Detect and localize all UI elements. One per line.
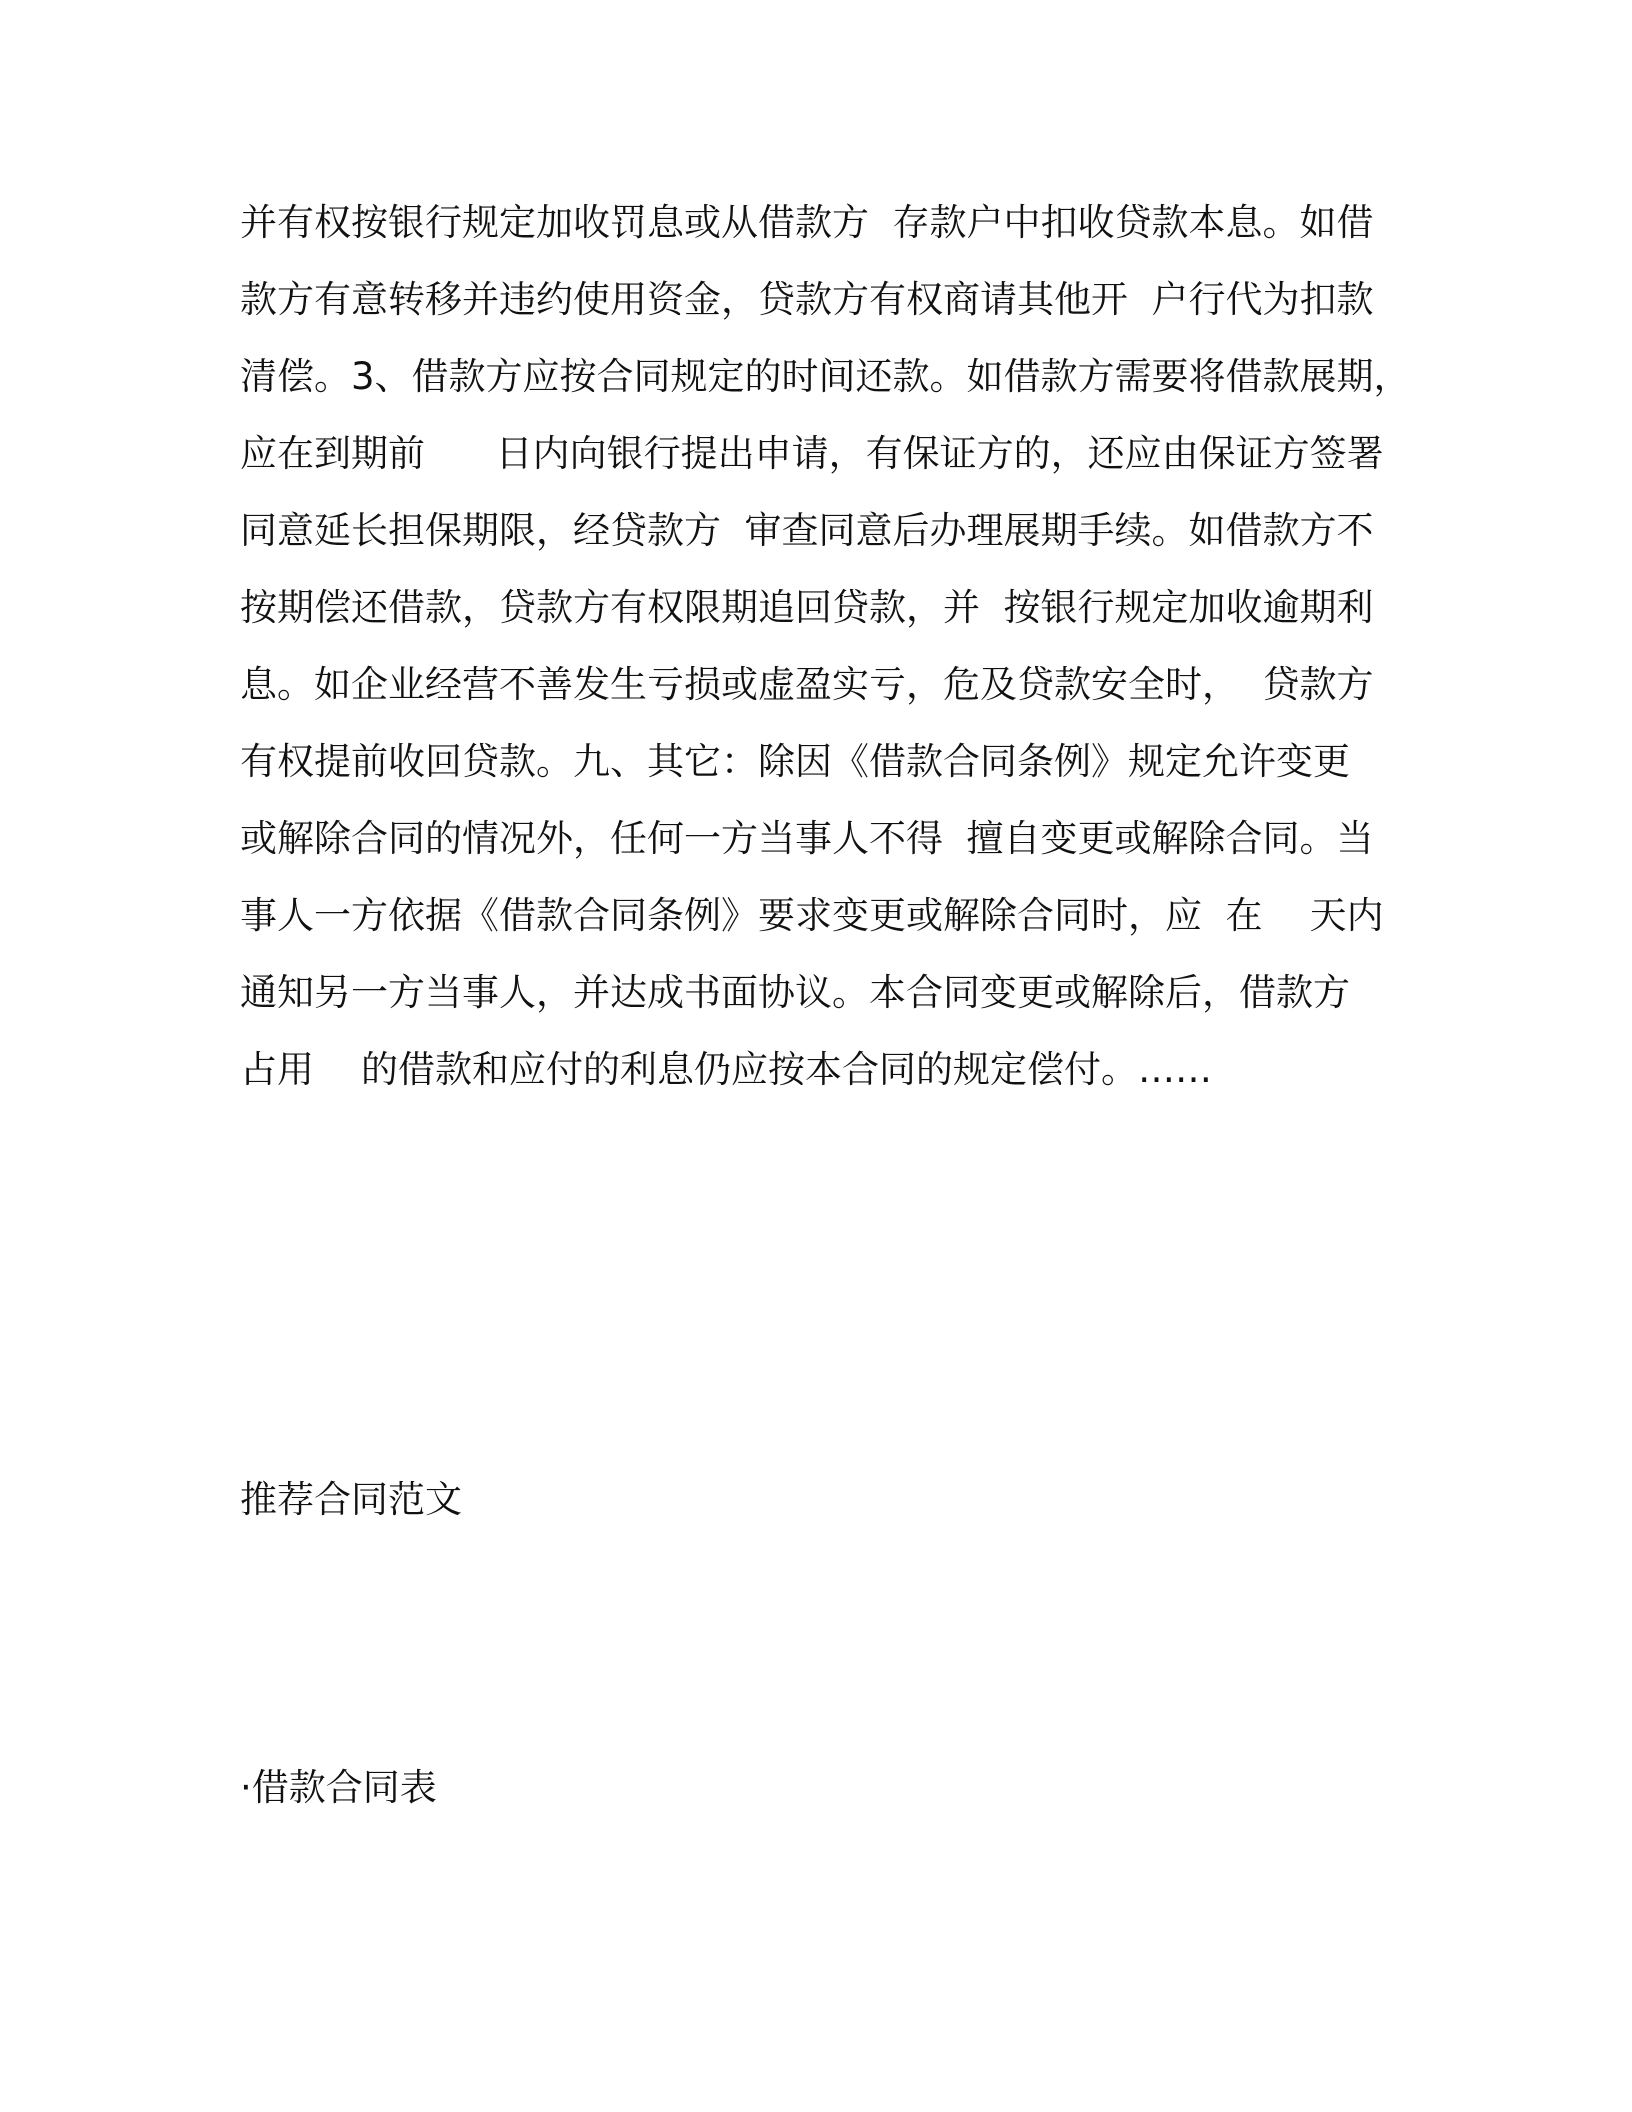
body-line-10: 事人一方依据《借款合同条例》要求变更或解除合同时，应 在 天内 (240, 894, 1384, 937)
recommend-link-loan-contract-table[interactable]: ·借款合同表 (240, 1766, 437, 1809)
body-line-9: 或解除合同的情况外，任何一方当事人不得 擅自变更或解除合同。当 (240, 817, 1374, 860)
body-line-6: 按期偿还借款，贷款方有权限期追回贷款，并 按银行规定加收逾期利 (240, 586, 1374, 629)
recommend-heading: 推荐合同范文 (240, 1478, 462, 1521)
body-line-3: 清偿。3、借款方应按合同规定的时间还款。如借款方需要将借款展期， (240, 355, 1411, 398)
body-line-7: 息。如企业经营不善发生亏损或虚盈实亏，危及贷款安全时， 贷款方 (240, 663, 1374, 706)
body-line-12: 占用 的借款和应付的利息仍应按本合同的规定偿付。…… (240, 1048, 1213, 1091)
body-line-5: 同意延长担保期限，经贷款方 审查同意后办理展期手续。如借款方不 (240, 509, 1374, 552)
body-line-2: 款方有意转移并违约使用资金，贷款方有权商请其他开 户行代为扣款 (240, 278, 1374, 321)
contract-body-text (240, 184, 1420, 1108)
body-line-8: 有权提前收回贷款。九、其它：除因《借款合同条例》规定允许变更 (240, 740, 1350, 783)
body-line-4: 应在到期前 日内向银行提出申请，有保证方的，还应由保证方签署 (240, 432, 1384, 475)
body-line-11: 通知另一方当事人，并达成书面协议。本合同变更或解除后，借款方 (240, 971, 1350, 1014)
body-line-1: 并有权按银行规定加收罚息或从借款方 存款户中扣收贷款本息。如借 (240, 201, 1374, 244)
